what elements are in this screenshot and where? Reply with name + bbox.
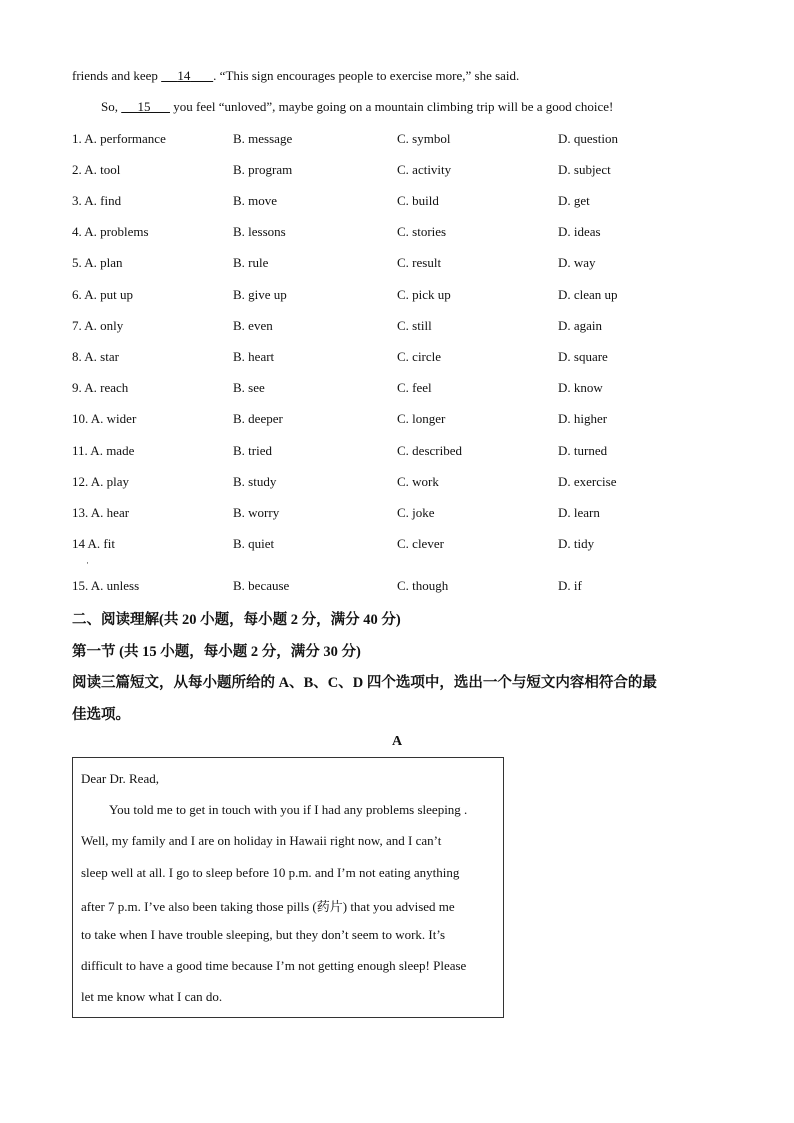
option-c: C. circle xyxy=(397,349,442,364)
option-row xyxy=(72,536,732,554)
option-row xyxy=(72,411,732,429)
option-b: B. move xyxy=(233,193,278,208)
letter-line: difficult to have a good time because I’m not getting enough sleep! Please xyxy=(81,958,467,973)
option-c: C. pick up xyxy=(397,287,451,302)
option-c: C. longer xyxy=(397,411,446,426)
section-heading: 二、阅读理解(共 20 小题，每小题 2 分，满分 40 分) xyxy=(72,612,401,628)
letter-line: after 7 p.m. I’ve also been taking those pills (药片) that you advised me xyxy=(81,899,455,914)
option-a: 10. A. wider xyxy=(72,411,137,426)
letter-line: let me know what I can do. xyxy=(81,989,223,1004)
option-a: 14 A. fit xyxy=(72,536,115,551)
option-d: D. tidy xyxy=(558,536,595,551)
option-row xyxy=(72,131,732,149)
option-c: C. activity xyxy=(397,162,452,177)
blank-14: 14 xyxy=(177,68,191,83)
passage-text: . “This sign encourages people to exercise more,” she said. xyxy=(213,68,520,83)
option-c: C. still xyxy=(397,318,432,333)
passage-text: friends and keep xyxy=(72,68,162,83)
passage-text: So, xyxy=(101,99,122,114)
option-a: 12. A. play xyxy=(72,474,130,489)
option-a: 9. A. reach xyxy=(72,380,129,395)
option-row xyxy=(72,380,732,398)
option-row xyxy=(72,474,732,492)
option-b: B. lessons xyxy=(233,224,286,239)
option-c: C. joke xyxy=(397,505,435,520)
option-row xyxy=(72,349,732,367)
option-d: D. turned xyxy=(558,443,608,458)
option-c: C. though xyxy=(397,578,449,593)
passage-line-1 xyxy=(72,68,519,84)
option-b: B. because xyxy=(233,578,290,593)
letter-line: sleep well at all. I go to sleep before 10 p.m. and I’m not eating anything xyxy=(81,865,460,880)
option-row xyxy=(72,224,732,242)
option-c: C. stories xyxy=(397,224,447,239)
option-d: D. get xyxy=(558,193,590,208)
option-a: 15. A. unless xyxy=(72,578,140,593)
option-c: C. clever xyxy=(397,536,444,551)
option-d: D. learn xyxy=(558,505,600,520)
option-a: 4. A. problems xyxy=(72,224,149,239)
option-b: B. message xyxy=(233,131,293,146)
option-c: C. build xyxy=(397,193,439,208)
option-d: D. question xyxy=(558,131,618,146)
option-c: C. result xyxy=(397,255,442,270)
option-row xyxy=(72,193,732,211)
option-row xyxy=(72,578,732,596)
stray-dot: · xyxy=(86,558,89,568)
option-c: C. feel xyxy=(397,380,432,395)
option-b: B. give up xyxy=(233,287,287,302)
option-a: 8. A. star xyxy=(72,349,119,364)
option-a: 7. A. only xyxy=(72,318,124,333)
option-row xyxy=(72,255,732,273)
option-c: C. symbol xyxy=(397,131,451,146)
option-row xyxy=(72,318,732,336)
letter-line: You told me to get in touch with you if I had any problems sleeping . xyxy=(109,802,468,817)
option-c: C. described xyxy=(397,443,462,458)
option-a: 3. A. find xyxy=(72,193,122,208)
option-a: 11. A. made xyxy=(72,443,135,458)
option-d: D. if xyxy=(558,578,582,593)
option-d: D. higher xyxy=(558,411,608,426)
letter-line: Well, my family and I are on holiday in Hawaii right now, and I can’t xyxy=(81,833,442,848)
passage-text: you feel “unloved”, maybe going on a mountain climbing trip will be a good choice! xyxy=(169,99,614,114)
option-d: D. exercise xyxy=(558,474,617,489)
option-d: D. square xyxy=(558,349,608,364)
option-b: B. quiet xyxy=(233,536,275,551)
option-a: 1. A. performance xyxy=(72,131,166,146)
letter-line: to take when I have trouble sleeping, but they don’t seem to work. It’s xyxy=(81,927,446,942)
option-d: D. clean up xyxy=(558,287,618,302)
option-d: D. know xyxy=(558,380,603,395)
option-row xyxy=(72,505,732,523)
option-row xyxy=(72,287,732,305)
option-a: 2. A. tool xyxy=(72,162,121,177)
passage-line-2 xyxy=(101,99,613,115)
option-b: B. heart xyxy=(233,349,275,364)
option-b: B. study xyxy=(233,474,277,489)
option-row xyxy=(72,443,732,461)
blank-15: 15 xyxy=(137,99,151,114)
option-d: D. again xyxy=(558,318,603,333)
option-b: B. deeper xyxy=(233,411,283,426)
option-d: D. subject xyxy=(558,162,611,177)
option-b: B. even xyxy=(233,318,273,333)
option-b: B. worry xyxy=(233,505,280,520)
passage-label: A xyxy=(391,734,403,749)
option-b: B. rule xyxy=(233,255,269,270)
option-a: 5. A. plan xyxy=(72,255,123,270)
option-b: B. see xyxy=(233,380,265,395)
option-d: D. ideas xyxy=(558,224,601,239)
option-a: 6. A. put up xyxy=(72,287,134,302)
letter-greeting: Dear Dr. Read, xyxy=(81,771,159,786)
option-b: B. program xyxy=(233,162,293,177)
option-b: B. tried xyxy=(233,443,272,458)
letter-box xyxy=(72,757,504,1018)
section-instruction-cont: 佳选项。 xyxy=(72,707,130,723)
option-c: C. work xyxy=(397,474,439,489)
section-subheading: 第一节 (共 15 小题，每小题 2 分，满分 30 分) xyxy=(72,644,361,660)
option-d: D. way xyxy=(558,255,596,270)
option-a: 13. A. hear xyxy=(72,505,130,520)
section-instruction: 阅读三篇短文，从每小题所给的 A、B、C、D 四个选项中，选出一个与短文内容相符合的最 xyxy=(72,675,657,691)
option-row xyxy=(72,162,732,180)
